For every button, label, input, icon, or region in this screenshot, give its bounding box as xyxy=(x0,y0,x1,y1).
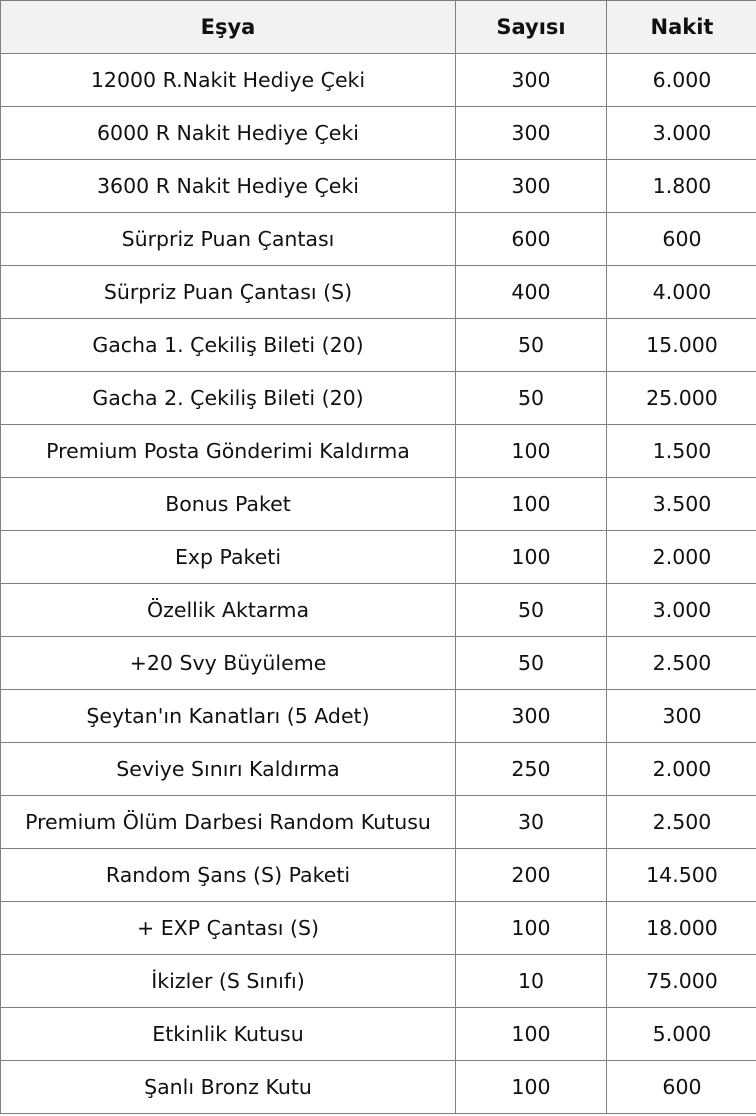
table-row xyxy=(1,584,756,637)
item-name-cell: Random Şans (S) Paketi xyxy=(1,849,456,902)
item-name-cell: Özellik Aktarma xyxy=(1,584,456,637)
table-row xyxy=(1,478,756,531)
item-name-cell: Seviye Sınırı Kaldırma xyxy=(1,743,456,796)
cash-cell: 75.000 xyxy=(607,955,756,1008)
quantity-cell: 100 xyxy=(456,478,607,531)
quantity-cell: 30 xyxy=(456,796,607,849)
item-name-cell: Exp Paketi xyxy=(1,531,456,584)
item-name-cell: 12000 R.Nakit Hediye Çeki xyxy=(1,54,456,107)
quantity-cell: 50 xyxy=(456,584,607,637)
cash-cell: 2.000 xyxy=(607,531,756,584)
item-name-cell: +20 Svy Büyüleme xyxy=(1,637,456,690)
header-quantity: Sayısı xyxy=(456,1,607,54)
item-name-cell: Sürpriz Puan Çantası (S) xyxy=(1,266,456,319)
table-body xyxy=(1,54,756,1114)
table-row xyxy=(1,690,756,743)
header-cash: Nakit xyxy=(607,1,756,54)
table-row xyxy=(1,796,756,849)
cash-cell: 4.000 xyxy=(607,266,756,319)
quantity-cell: 100 xyxy=(456,425,607,478)
item-name-cell: Şeytan'ın Kanatları (5 Adet) xyxy=(1,690,456,743)
quantity-cell: 250 xyxy=(456,743,607,796)
item-name-cell: Şanlı Bronz Kutu xyxy=(1,1061,456,1114)
item-name-cell: Gacha 1. Çekiliş Bileti (20) xyxy=(1,319,456,372)
item-name-cell: Premium Ölüm Darbesi Random Kutusu xyxy=(1,796,456,849)
cash-cell: 300 xyxy=(607,690,756,743)
item-name-cell: Etkinlik Kutusu xyxy=(1,1008,456,1061)
table-row xyxy=(1,54,756,107)
table-row xyxy=(1,902,756,955)
table-row xyxy=(1,743,756,796)
quantity-cell: 50 xyxy=(456,637,607,690)
table-row xyxy=(1,637,756,690)
cash-cell: 3.000 xyxy=(607,107,756,160)
cash-cell: 2.500 xyxy=(607,796,756,849)
cash-cell: 6.000 xyxy=(607,54,756,107)
cash-cell: 600 xyxy=(607,213,756,266)
cash-cell: 3.000 xyxy=(607,584,756,637)
item-name-cell: 6000 R Nakit Hediye Çeki xyxy=(1,107,456,160)
table-row xyxy=(1,1061,756,1114)
table-row xyxy=(1,425,756,478)
quantity-cell: 300 xyxy=(456,690,607,743)
table-row xyxy=(1,107,756,160)
cash-cell: 2.000 xyxy=(607,743,756,796)
table-row xyxy=(1,531,756,584)
item-name-cell: Sürpriz Puan Çantası xyxy=(1,213,456,266)
table-row xyxy=(1,266,756,319)
header-item: Eşya xyxy=(1,1,456,54)
cash-cell: 600 xyxy=(607,1061,756,1114)
quantity-cell: 300 xyxy=(456,160,607,213)
quantity-cell: 300 xyxy=(456,107,607,160)
cash-cell: 18.000 xyxy=(607,902,756,955)
cash-cell: 3.500 xyxy=(607,478,756,531)
quantity-cell: 400 xyxy=(456,266,607,319)
quantity-cell: 100 xyxy=(456,1008,607,1061)
quantity-cell: 50 xyxy=(456,372,607,425)
cash-cell: 5.000 xyxy=(607,1008,756,1061)
item-name-cell: Gacha 2. Çekiliş Bileti (20) xyxy=(1,372,456,425)
item-name-cell: 3600 R Nakit Hediye Çeki xyxy=(1,160,456,213)
quantity-cell: 10 xyxy=(456,955,607,1008)
table-row xyxy=(1,213,756,266)
item-name-cell: Premium Posta Gönderimi Kaldırma xyxy=(1,425,456,478)
table-row xyxy=(1,319,756,372)
quantity-cell: 100 xyxy=(456,902,607,955)
table-row xyxy=(1,1008,756,1061)
quantity-cell: 50 xyxy=(456,319,607,372)
table-row xyxy=(1,955,756,1008)
quantity-cell: 300 xyxy=(456,54,607,107)
table-row xyxy=(1,849,756,902)
quantity-cell: 100 xyxy=(456,1061,607,1114)
cash-cell: 14.500 xyxy=(607,849,756,902)
table-row xyxy=(1,160,756,213)
item-name-cell: + EXP Çantası (S) xyxy=(1,902,456,955)
quantity-cell: 200 xyxy=(456,849,607,902)
header-row xyxy=(1,1,756,54)
quantity-cell: 100 xyxy=(456,531,607,584)
cash-cell: 25.000 xyxy=(607,372,756,425)
cash-cell: 1.800 xyxy=(607,160,756,213)
cash-cell: 15.000 xyxy=(607,319,756,372)
table-row xyxy=(1,372,756,425)
item-name-cell: İkizler (S Sınıfı) xyxy=(1,955,456,1008)
quantity-cell: 600 xyxy=(456,213,607,266)
cash-cell: 2.500 xyxy=(607,637,756,690)
item-name-cell: Bonus Paket xyxy=(1,478,456,531)
cash-cell: 1.500 xyxy=(607,425,756,478)
